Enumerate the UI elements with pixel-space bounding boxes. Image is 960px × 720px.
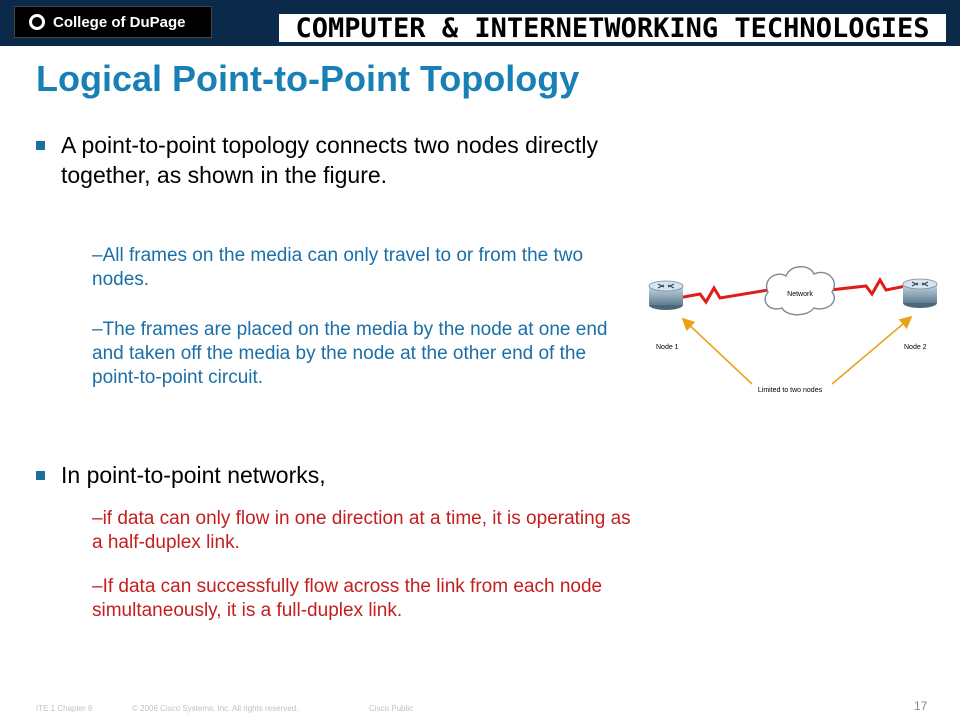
arrow-to-node1 (684, 320, 752, 384)
bullet-text: In point-to-point networks, (61, 462, 326, 488)
bullet-point-topology (36, 130, 641, 190)
slide-title: Logical Point-to-Point Topology (36, 58, 580, 99)
node2-label: Node 2 (904, 344, 927, 351)
figure-caption: Limited to two nodes (757, 387, 823, 394)
header-bar (0, 0, 960, 46)
serial-link-left (678, 288, 768, 302)
sub-bullet-frames-travel: –All frames on the media can only travel to or from the two nodes. (92, 245, 584, 290)
college-logo-icon (29, 14, 45, 30)
college-logo (14, 6, 212, 38)
arrow-to-node2 (832, 318, 910, 384)
bullet-point-networks (36, 460, 641, 490)
point-to-point-figure (640, 250, 950, 400)
node1-label: Node 1 (656, 344, 679, 351)
sub-bullet-frames-placed: –The frames are placed on the media by the node at one end and taken off the media by the node at the other end of the point-to-point circuit. (92, 319, 608, 388)
router-icon-node2 (903, 279, 937, 308)
page-number: 17 (914, 699, 928, 713)
program-banner (279, 14, 946, 42)
footer-classification: Cisco Public (369, 704, 414, 713)
bullet-square-icon (36, 141, 45, 150)
footer-copyright: © 2006 Cisco Systems, Inc. All rights reserved. (132, 704, 299, 713)
sub-bullet-half-duplex: –if data can only flow in one direction at a time, it is operating as a half-duplex link. (92, 508, 631, 553)
footer-chapter: ITE 1 Chapter 6 (36, 704, 93, 713)
network-cloud-label: Network (787, 291, 813, 298)
bullet-square-icon (36, 471, 45, 480)
college-name: College of DuPage (53, 13, 186, 31)
program-banner-text: COMPUTER & INTERNETWORKING TECHNOLOGIES (295, 12, 930, 44)
router-icon-node1 (649, 281, 683, 310)
bullet-text: A point-to-point topology connects two nodes directly together, as shown in the figure. (61, 132, 598, 188)
sub-bullet-full-duplex: –If data can successfully flow across the link from each node simultaneously, it is a full-duplex link. (92, 576, 603, 621)
serial-link-right (830, 280, 906, 294)
